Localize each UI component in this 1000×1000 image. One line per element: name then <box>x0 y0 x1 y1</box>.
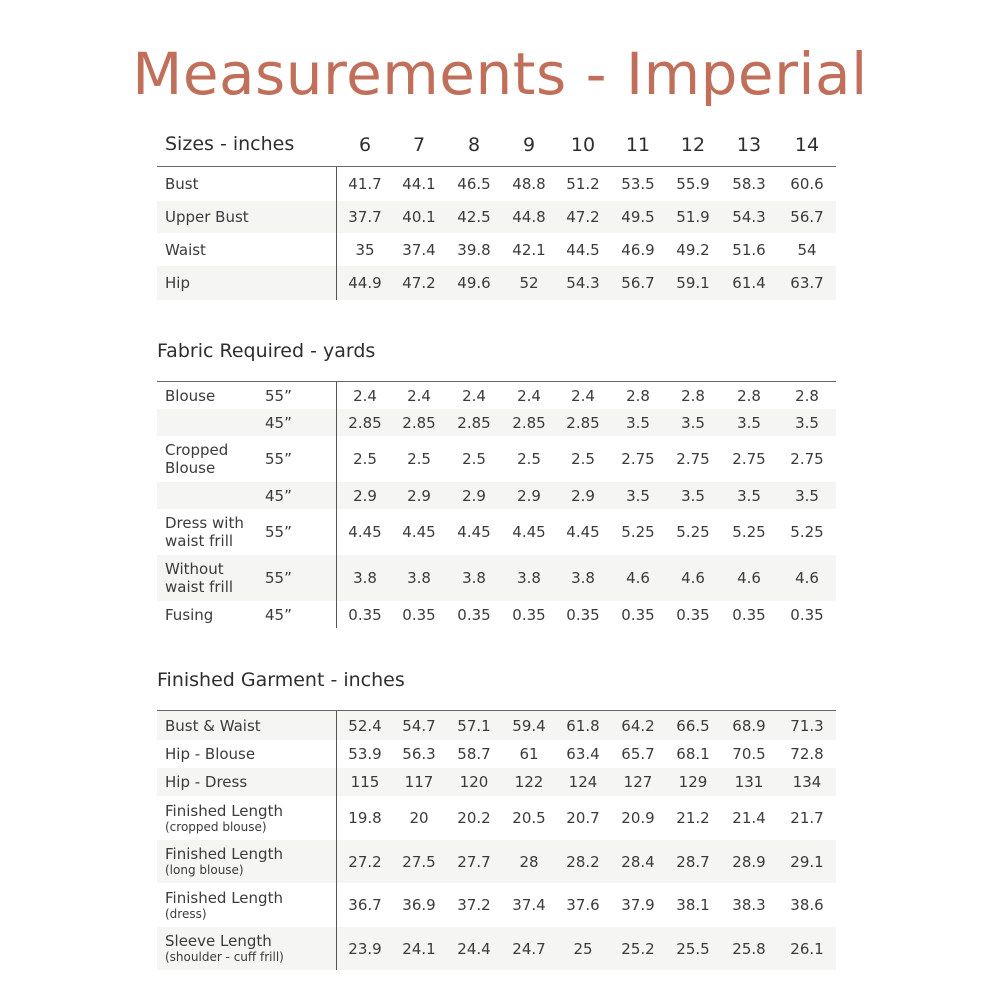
row-label: Fusing <box>165 605 214 624</box>
table-cell: 27.7 <box>457 852 491 871</box>
table-cell: 4.45 <box>348 523 382 541</box>
column-divider <box>336 167 337 300</box>
table-cell: 39.8 <box>457 240 491 259</box>
table-cell: 27.5 <box>402 852 436 871</box>
table-cell: 63.7 <box>790 274 824 292</box>
table-cell: 72.8 <box>790 745 824 763</box>
table-cell: 2.8 <box>681 386 705 405</box>
table-cell: 49.5 <box>621 208 655 226</box>
table-cell: 2.85 <box>348 413 382 432</box>
table-cell: 3.5 <box>626 486 650 505</box>
row-label-line1: Without <box>165 560 224 578</box>
table-cell: 2.85 <box>512 413 546 432</box>
table-row <box>157 768 836 796</box>
size-header-14: 14 <box>794 134 820 156</box>
table-cell: 2.4 <box>353 386 377 405</box>
size-header-10: 10 <box>570 134 596 156</box>
table-cell: 65.7 <box>621 745 655 763</box>
table-cell: 37.2 <box>457 896 491 914</box>
table-row <box>157 711 836 740</box>
table-cell: 134 <box>792 773 822 791</box>
size-header-11: 11 <box>625 134 651 156</box>
table-cell: 2.75 <box>621 450 655 468</box>
fabric-width: 55” <box>265 569 292 587</box>
table-cell: 21.7 <box>790 809 824 827</box>
table-cell: 36.7 <box>348 896 382 914</box>
table-cell: 124 <box>568 773 598 791</box>
table-cell: 48.8 <box>512 175 546 193</box>
table-cell: 36.9 <box>402 896 436 914</box>
table-cell: 127 <box>623 773 653 791</box>
column-divider <box>336 382 337 628</box>
table-cell: 53.9 <box>348 745 382 763</box>
table-cell: 51.6 <box>732 240 766 259</box>
table-cell: 61 <box>519 745 539 763</box>
table-cell: 44.5 <box>566 240 600 259</box>
table-cell: 122 <box>514 773 544 791</box>
table-cell: 2.5 <box>571 450 595 468</box>
table-cell: 2.4 <box>462 386 486 405</box>
finished-garment-table <box>157 711 836 970</box>
table-cell: 2.9 <box>571 486 595 505</box>
table-cell: 28.4 <box>621 852 655 871</box>
page-title: Measurements - Imperial <box>132 40 868 108</box>
table-cell: 44.1 <box>402 175 436 193</box>
table-row <box>157 436 836 482</box>
table-row <box>157 167 836 201</box>
table-cell: 20.5 <box>512 809 546 827</box>
size-header-6: 6 <box>358 134 372 156</box>
table-cell: 4.6 <box>626 569 650 587</box>
table-cell: 20.2 <box>457 809 491 827</box>
table-row <box>157 927 836 970</box>
table-cell: 5.25 <box>676 523 710 541</box>
table-cell: 4.6 <box>737 569 761 587</box>
table-cell: 64.2 <box>621 716 655 735</box>
table-cell: 68.1 <box>676 745 710 763</box>
table-cell: 3.5 <box>681 413 705 432</box>
table-cell: 57.1 <box>457 716 491 735</box>
table-cell: 3.5 <box>795 413 819 432</box>
table-cell: 56.7 <box>621 274 655 292</box>
sizes-header-row <box>157 128 836 162</box>
table-cell: 41.7 <box>348 175 382 193</box>
table-cell: 2.75 <box>676 450 710 468</box>
table-cell: 2.9 <box>407 486 431 505</box>
table-cell: 2.4 <box>571 386 595 405</box>
fabric-width: 45” <box>265 605 292 624</box>
table-row <box>157 409 836 436</box>
table-cell: 25.5 <box>676 939 710 958</box>
table-cell: 37.4 <box>402 240 436 259</box>
row-label <box>165 883 283 927</box>
row-label: Bust <box>165 175 199 193</box>
table-cell: 24.7 <box>512 939 546 958</box>
row-label-main: Sleeve Length <box>165 932 272 950</box>
table-cell: 2.85 <box>402 413 436 432</box>
table-cell: 3.8 <box>353 569 377 587</box>
table-cell: 46.5 <box>457 175 491 193</box>
table-cell: 2.9 <box>353 486 377 505</box>
size-header-7: 7 <box>412 134 426 156</box>
table-cell: 49.6 <box>457 274 491 292</box>
table-cell: 24.1 <box>402 939 436 958</box>
row-label-main: Finished Length <box>165 801 283 820</box>
finished-section-heading: Finished Garment - inches <box>157 669 405 691</box>
table-cell: 38.3 <box>732 896 766 914</box>
table-cell: 56.7 <box>790 208 824 226</box>
table-cell: 59.4 <box>512 716 546 735</box>
table-cell: 56.3 <box>402 745 436 763</box>
table-cell: 40.1 <box>402 208 436 226</box>
table-cell: 3.5 <box>681 486 705 505</box>
table-cell: 5.25 <box>790 523 824 541</box>
row-label-note: (cropped blouse) <box>165 819 267 834</box>
table-row <box>157 840 836 883</box>
size-header-9: 9 <box>522 134 536 156</box>
row-label <box>165 436 228 482</box>
table-cell: 66.5 <box>676 716 710 735</box>
table-cell: 47.2 <box>566 208 600 226</box>
row-label <box>165 555 233 601</box>
table-cell: 51.2 <box>566 175 600 193</box>
table-cell: 2.4 <box>407 386 431 405</box>
table-cell: 3.8 <box>462 569 486 587</box>
table-row <box>157 233 836 266</box>
table-cell: 46.9 <box>621 240 655 259</box>
fabric-section-heading: Fabric Required - yards <box>157 340 376 362</box>
table-row <box>157 796 836 840</box>
table-cell: 0.35 <box>348 605 382 624</box>
table-cell: 70.5 <box>732 745 766 763</box>
fabric-table <box>157 382 836 628</box>
row-label-line2: Blouse <box>165 459 216 477</box>
table-cell: 3.5 <box>737 413 761 432</box>
table-cell: 115 <box>350 773 380 791</box>
row-label <box>165 840 283 883</box>
table-cell: 59.1 <box>676 274 710 292</box>
table-cell: 2.8 <box>626 386 650 405</box>
table-cell: 23.9 <box>348 939 382 958</box>
table-cell: 27.2 <box>348 852 382 871</box>
row-label: Hip - Blouse <box>165 745 256 763</box>
table-cell: 58.3 <box>732 175 766 193</box>
table-cell: 26.1 <box>790 939 824 958</box>
sizes-header-label: Sizes - inches <box>165 133 295 155</box>
table-cell: 4.45 <box>402 523 436 541</box>
table-cell: 4.45 <box>566 523 600 541</box>
table-cell: 52.4 <box>348 716 382 735</box>
table-cell: 24.4 <box>457 939 491 958</box>
table-row <box>157 482 836 509</box>
row-label-line2: waist frill <box>165 578 234 596</box>
table-cell: 3.5 <box>795 486 819 505</box>
table-cell: 0.35 <box>621 605 655 624</box>
row-label: Hip <box>165 274 190 292</box>
column-divider <box>336 711 337 970</box>
table-cell: 71.3 <box>790 716 824 735</box>
table-cell: 28.7 <box>676 852 710 871</box>
row-label-main: Finished Length <box>165 845 283 863</box>
row-label: Upper Bust <box>165 208 249 226</box>
table-cell: 25.8 <box>732 939 766 958</box>
table-cell: 54.3 <box>732 208 766 226</box>
table-row <box>157 883 836 927</box>
table-cell: 54 <box>797 240 817 259</box>
table-cell: 0.35 <box>402 605 436 624</box>
table-cell: 37.9 <box>621 896 655 914</box>
fabric-width: 45” <box>265 413 292 432</box>
table-cell: 131 <box>734 773 764 791</box>
table-cell: 61.4 <box>732 274 766 292</box>
table-row <box>157 740 836 768</box>
table-cell: 2.5 <box>353 450 377 468</box>
table-cell: 55.9 <box>676 175 710 193</box>
table-cell: 20.7 <box>566 809 600 827</box>
table-cell: 47.2 <box>402 274 436 292</box>
row-label <box>165 509 244 555</box>
row-label: Hip - Dress <box>165 773 248 791</box>
table-cell: 52 <box>519 274 539 292</box>
table-cell: 2.85 <box>566 413 600 432</box>
table-cell: 2.9 <box>462 486 486 505</box>
table-cell: 38.1 <box>676 896 710 914</box>
size-header-13: 13 <box>736 134 762 156</box>
table-cell: 4.6 <box>681 569 705 587</box>
table-cell: 63.4 <box>566 745 600 763</box>
row-label: Bust & Waist <box>165 716 261 735</box>
fabric-width: 55” <box>265 386 292 405</box>
table-cell: 25 <box>573 939 593 958</box>
table-cell: 0.35 <box>676 605 710 624</box>
table-cell: 2.9 <box>517 486 541 505</box>
table-cell: 3.8 <box>517 569 541 587</box>
row-label-main: Finished Length <box>165 888 283 907</box>
fabric-width: 45” <box>265 486 292 505</box>
table-cell: 3.8 <box>407 569 431 587</box>
row-label-note: (dress) <box>165 906 207 921</box>
table-cell: 28.2 <box>566 852 600 871</box>
table-cell: 54.3 <box>566 274 600 292</box>
table-row <box>157 555 836 601</box>
table-cell: 60.6 <box>790 175 824 193</box>
table-cell: 5.25 <box>732 523 766 541</box>
table-cell: 20 <box>409 809 429 827</box>
table-cell: 2.8 <box>795 386 819 405</box>
table-cell: 37.7 <box>348 208 382 226</box>
row-label <box>165 927 284 970</box>
table-cell: 54.7 <box>402 716 436 735</box>
row-label-note: (long blouse) <box>165 863 244 877</box>
table-cell: 37.6 <box>566 896 600 914</box>
table-cell: 129 <box>678 773 708 791</box>
table-cell: 0.35 <box>790 605 824 624</box>
table-cell: 4.45 <box>457 523 491 541</box>
table-cell: 4.6 <box>795 569 819 587</box>
table-cell: 49.2 <box>676 240 710 259</box>
table-cell: 19.8 <box>348 809 382 827</box>
table-cell: 25.2 <box>621 939 655 958</box>
table-cell: 2.5 <box>517 450 541 468</box>
table-cell: 2.5 <box>462 450 486 468</box>
table-cell: 2.75 <box>732 450 766 468</box>
table-cell: 44.9 <box>348 274 382 292</box>
table-cell: 4.45 <box>512 523 546 541</box>
table-cell: 0.35 <box>732 605 766 624</box>
table-cell: 42.1 <box>512 240 546 259</box>
table-cell: 0.35 <box>566 605 600 624</box>
table-cell: 2.85 <box>457 413 491 432</box>
table-cell: 3.8 <box>571 569 595 587</box>
row-label-line1: Cropped <box>165 441 229 459</box>
table-cell: 29.1 <box>790 852 824 871</box>
table-cell: 2.8 <box>737 386 761 405</box>
table-cell: 5.25 <box>621 523 655 541</box>
table-cell: 68.9 <box>732 716 766 735</box>
table-cell: 28 <box>519 852 539 871</box>
table-cell: 0.35 <box>457 605 491 624</box>
table-cell: 61.8 <box>566 716 600 735</box>
table-row <box>157 601 836 628</box>
table-cell: 42.5 <box>457 208 491 226</box>
table-cell: 53.5 <box>621 175 655 193</box>
size-header-12: 12 <box>680 134 706 156</box>
table-cell: 51.9 <box>676 208 710 226</box>
table-row <box>157 201 836 233</box>
table-cell: 28.9 <box>732 852 766 871</box>
table-cell: 58.7 <box>457 745 491 763</box>
table-cell: 21.4 <box>732 809 766 827</box>
table-cell: 3.5 <box>737 486 761 505</box>
table-row <box>157 266 836 300</box>
row-label: Waist <box>165 240 206 259</box>
table-cell: 120 <box>459 773 489 791</box>
table-row <box>157 382 836 409</box>
table-cell: 37.4 <box>512 896 546 914</box>
row-label-line2: waist frill <box>165 532 234 550</box>
table-cell: 20.9 <box>621 809 655 827</box>
table-cell: 44.8 <box>512 208 546 226</box>
table-cell: 2.75 <box>790 450 824 468</box>
row-label <box>165 796 283 840</box>
table-cell: 2.4 <box>517 386 541 405</box>
table-cell: 21.2 <box>676 809 710 827</box>
table-cell: 38.6 <box>790 896 824 914</box>
table-row <box>157 509 836 555</box>
table-cell: 0.35 <box>512 605 546 624</box>
row-label: Blouse <box>165 386 216 405</box>
table-cell: 117 <box>404 773 434 791</box>
body-measurements-table <box>157 167 836 300</box>
row-label-line1: Dress with <box>165 514 244 532</box>
table-cell: 35 <box>355 240 375 259</box>
fabric-width: 55” <box>265 450 292 468</box>
table-cell: 3.5 <box>626 413 650 432</box>
fabric-width: 55” <box>265 523 292 541</box>
table-cell: 2.5 <box>407 450 431 468</box>
row-label-note: (shoulder - cuff frill) <box>165 950 284 964</box>
size-header-8: 8 <box>467 134 481 156</box>
